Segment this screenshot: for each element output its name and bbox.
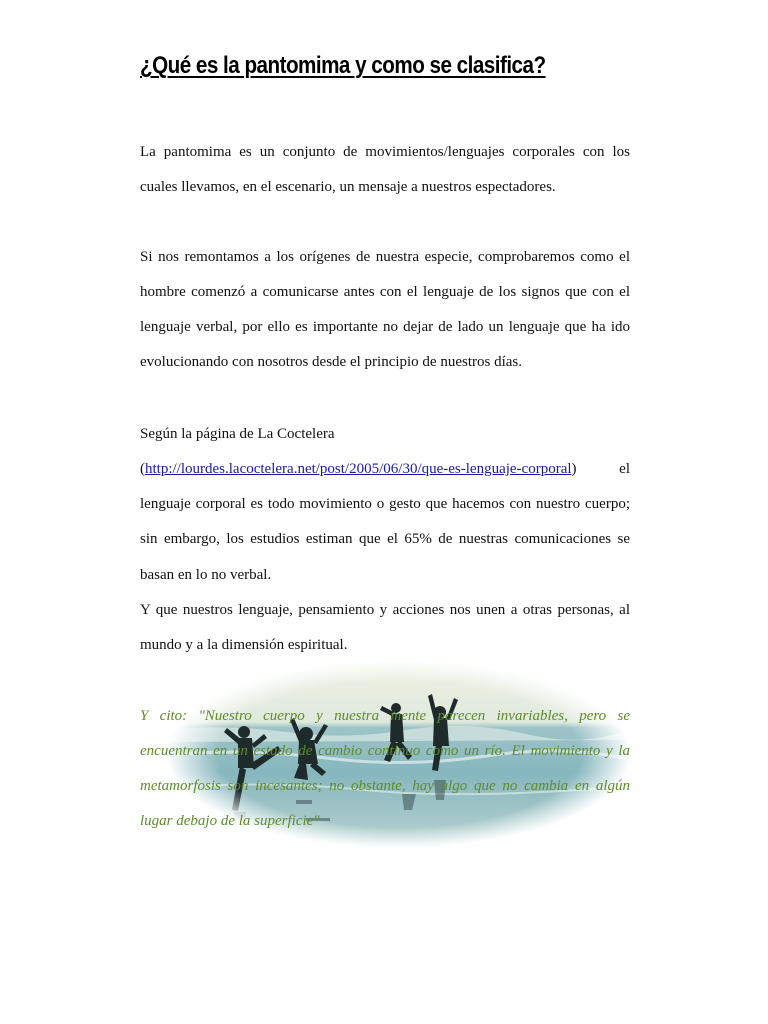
source-intro: Según la página de La Coctelera	[140, 426, 335, 442]
link-after-word: el	[619, 461, 630, 477]
source-link[interactable]: http://lourdes.lacoctelera.net/post/2005/06/30/que-es-lenguaje-corporal	[145, 461, 572, 477]
quote-line-4: lugar debajo de la superficie"	[140, 813, 320, 829]
source-link-line	[140, 459, 630, 479]
paragraph-2-line-1: Si nos remontamos a los orígenes de nuestra especie, comprobaremos como el	[140, 249, 630, 265]
paragraph-3-line-4: Y que nuestros lenguaje, pensamiento y acciones nos unen a otras personas, al	[140, 602, 630, 618]
link-close-paren: )	[571, 461, 577, 477]
paragraph-3-line-2: sin embargo, los estudios estiman que el 65% de nuestras comunicaciones se	[140, 531, 630, 547]
paragraph-2-line-3: lenguaje verbal, por ello es importante no dejar de lado un lenguaje que ha ido	[140, 319, 630, 335]
paragraph-3-line-5: mundo y a la dimensión espiritual.	[140, 637, 348, 653]
paragraph-2-line-2: hombre comenzó a comunicarse antes con el lenguaje de los signos que con el	[140, 284, 630, 300]
paragraph-3-line-1: lenguaje corporal es todo movimiento o gesto que hacemos con nuestro cuerpo;	[140, 496, 630, 512]
paragraph-2-line-4: evolucionando con nosotros desde el principio de nuestros días.	[140, 354, 523, 370]
link-open-paren: (	[140, 461, 145, 477]
paragraph-1-line-1: La pantomima es un conjunto de movimientos/lenguajes corporales con los	[140, 144, 630, 160]
quote-line-1: Y cito: "Nuestro cuerpo y nuestra mente parecen invariables, pero se	[140, 708, 630, 724]
quote-line-2: encuentran en un estado de cambio continuo como un río. El movimiento y la	[140, 743, 630, 759]
paragraph-1-line-2: cuales llevamos, en el escenario, un mensaje a nuestros espectadores.	[140, 179, 556, 195]
paragraph-3-line-3: basan en lo no verbal.	[140, 567, 272, 583]
page-title: ¿Qué es la pantomima y como se clasifica?	[140, 52, 546, 79]
quote-line-3: metamorfosis son incesantes; no obstante, hay algo que no cambia en algún	[140, 778, 630, 794]
